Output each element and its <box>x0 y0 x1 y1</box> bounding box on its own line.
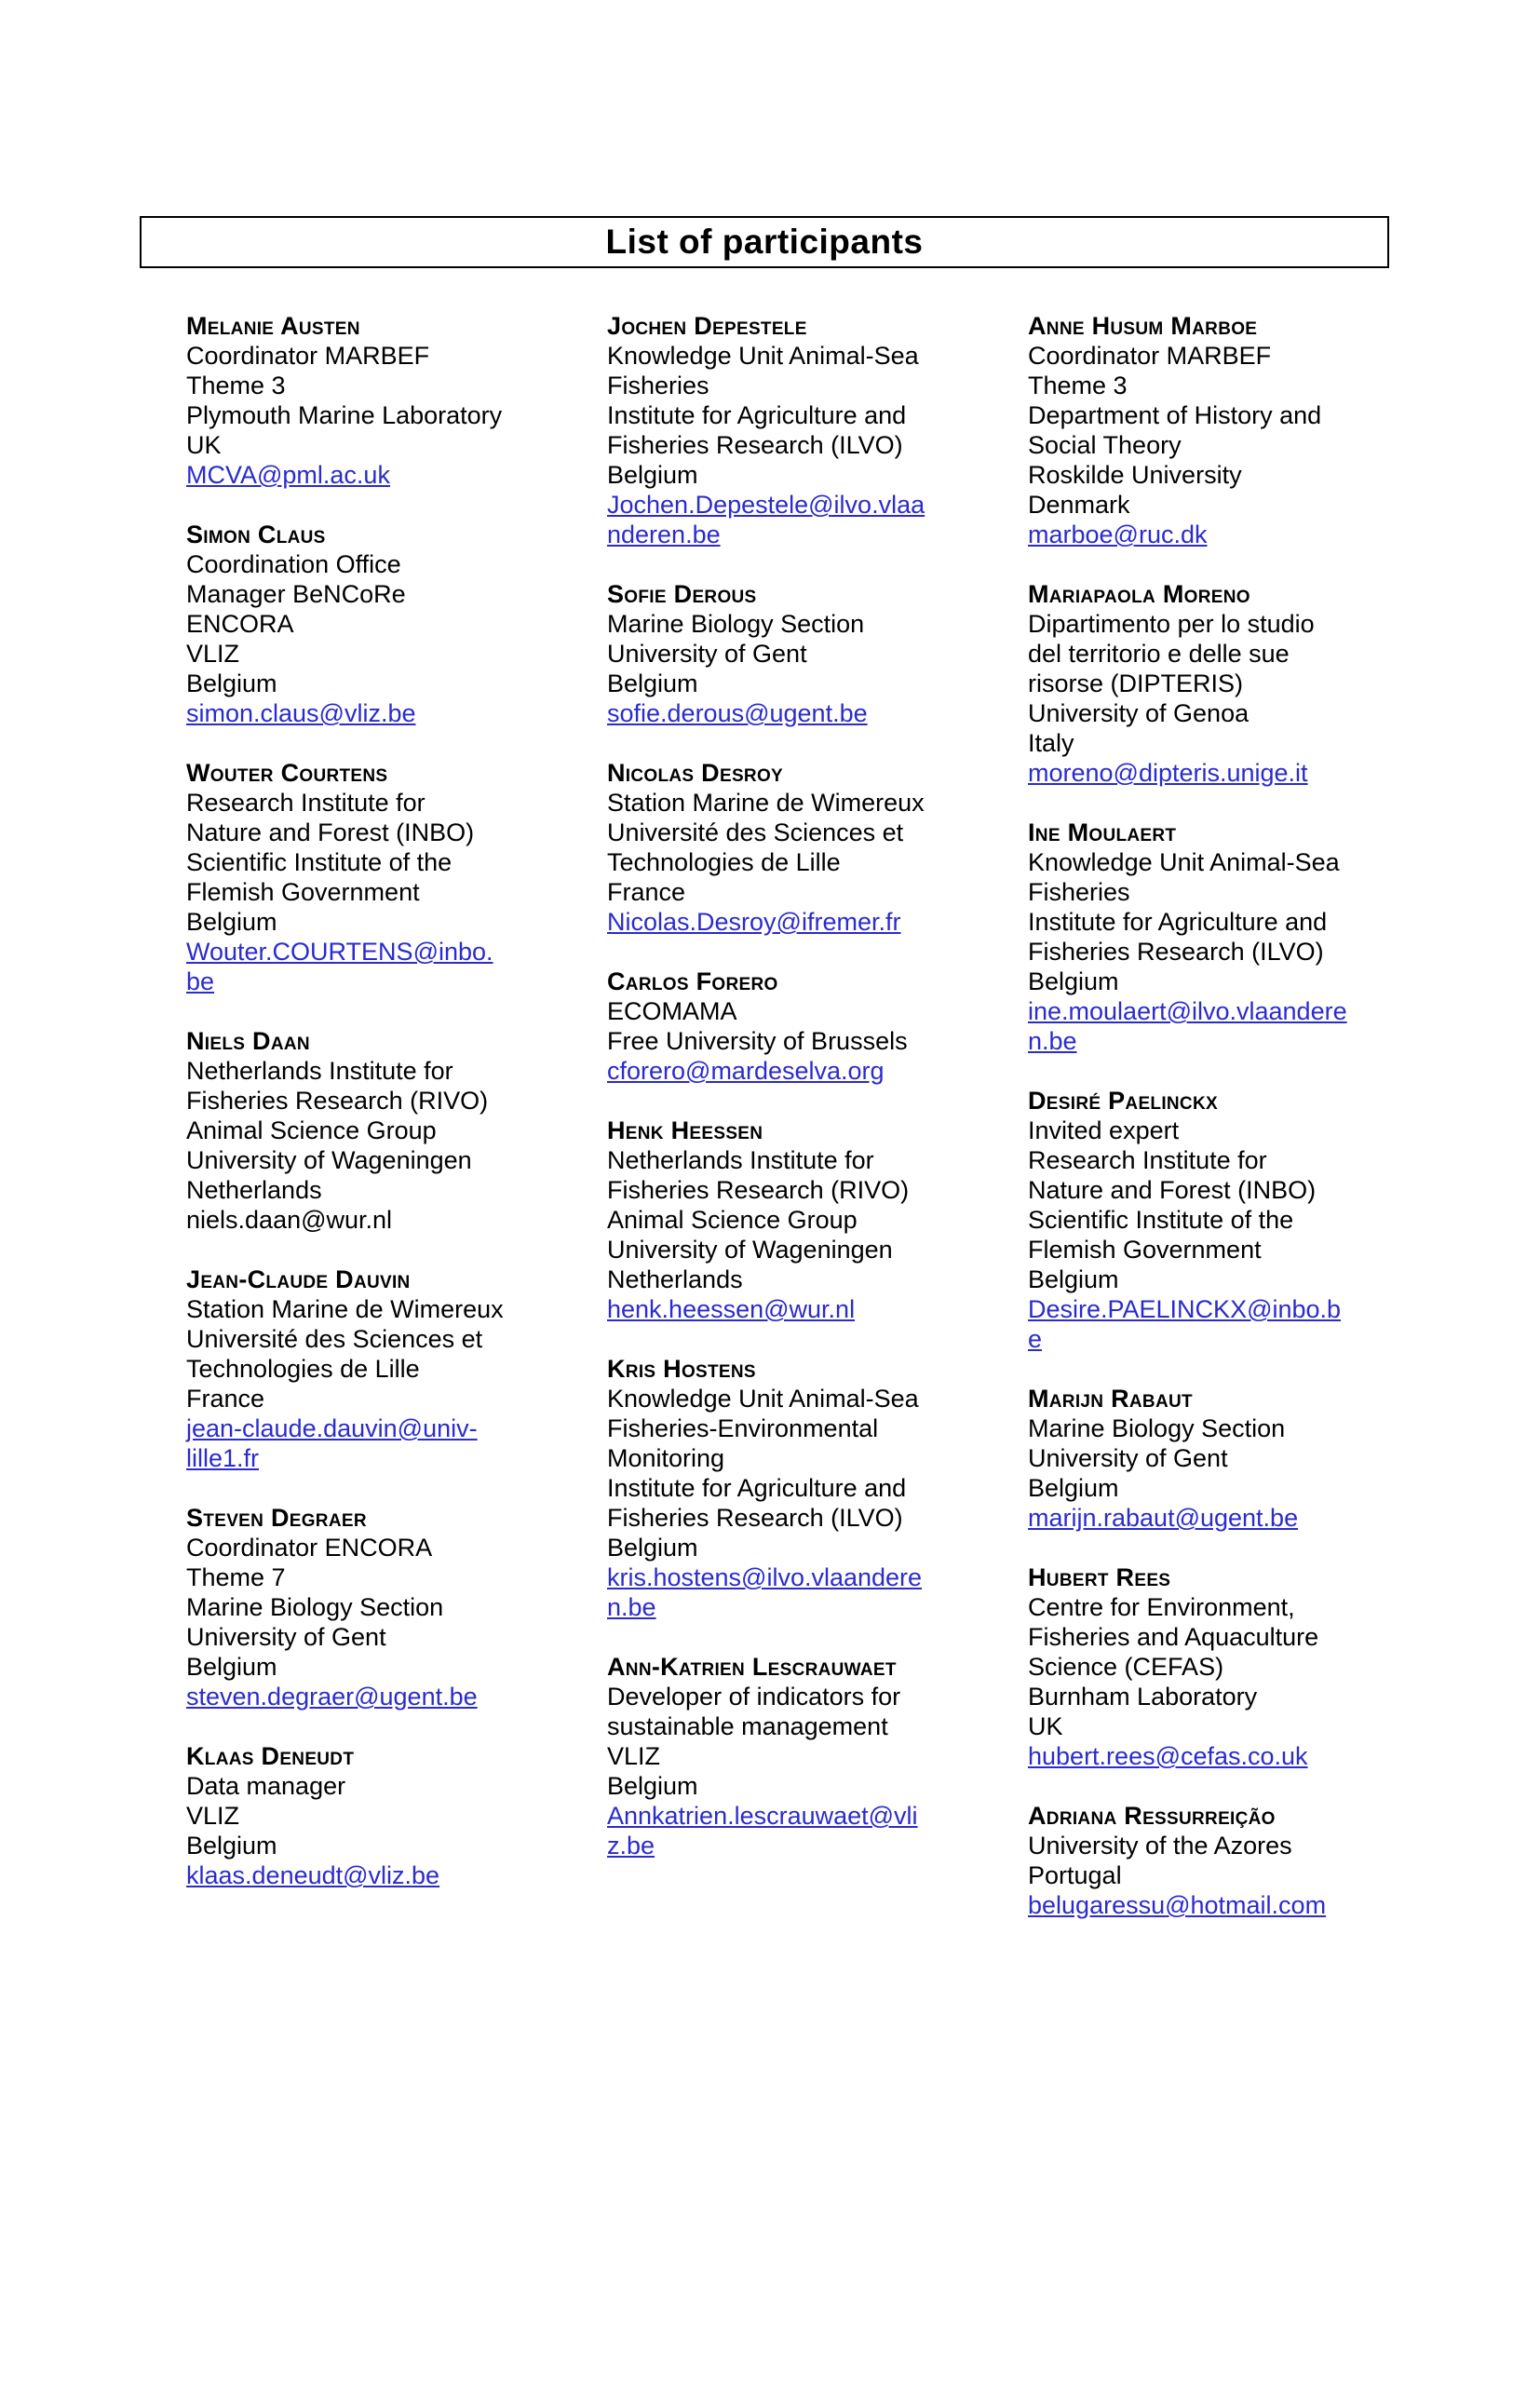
participant-affiliation-line: risorse (DIPTERIS) <box>1028 670 1244 697</box>
participant-name: Steven Degraer <box>186 1504 367 1532</box>
participant-entry <box>607 311 996 549</box>
participant-email-link[interactable]: lille1.fr <box>186 1444 260 1472</box>
participant-email-link[interactable]: moreno@dipteris.unige.it <box>1028 759 1308 787</box>
participant-affiliation-line: Coordinator MARBEF <box>186 342 430 370</box>
participant-entry <box>186 1265 575 1473</box>
participant-affiliation-line: University of Gent <box>1028 1444 1228 1472</box>
participant-entry <box>1028 579 1417 788</box>
participant-email-link[interactable]: simon.claus@vliz.be <box>186 699 416 727</box>
participant-affiliation-line: Fisheries Research (ILVO) <box>607 431 903 459</box>
participant-name: Klaas Deneudt <box>186 1742 355 1770</box>
participant-name: Henk Heessen <box>607 1116 763 1144</box>
participant-email-link[interactable]: sofie.derous@ugent.be <box>607 699 868 727</box>
participant-email-link[interactable]: cforero@mardeselva.org <box>607 1057 885 1085</box>
participant-affiliation-line: Fisheries-Environmental <box>607 1414 879 1442</box>
participant-affiliation-line: Flemish Government <box>186 878 420 906</box>
participant-name: Mariapaola Moreno <box>1028 580 1250 608</box>
participant-email-link[interactable]: e <box>1028 1325 1043 1353</box>
participant-entry <box>1028 818 1417 1056</box>
participant-affiliation-line: Free University of Brussels <box>607 1027 908 1055</box>
participant-affiliation-line: Fisheries <box>1028 878 1130 906</box>
participant-affiliation-line: Fisheries and Aquaculture <box>1028 1623 1319 1651</box>
participant-affiliation-line: Nature and Forest (INBO) <box>186 818 475 846</box>
participant-email-link[interactable]: Nicolas.Desroy@ifremer.fr <box>607 908 901 936</box>
participant-email-link[interactable]: ine.moulaert@ilvo.vlaandere <box>1028 997 1347 1025</box>
participant-affiliation-line: Marine Biology Section <box>1028 1414 1286 1442</box>
participant-name: Marijn Rabaut <box>1028 1385 1193 1413</box>
participant-affiliation-line: VLIZ <box>186 1802 240 1830</box>
participant-entry <box>186 311 575 490</box>
participant-affiliation-line: Manager BeNCoRe <box>186 580 406 608</box>
participant-affiliation-line: Research Institute for <box>1028 1146 1267 1174</box>
participant-entry <box>186 1026 575 1235</box>
participant-affiliation-line: Nature and Forest (INBO) <box>1028 1176 1317 1204</box>
participant-affiliation-line: Station Marine de Wimereux <box>186 1295 504 1323</box>
participant-affiliation-line: University of Wageningen <box>607 1236 893 1264</box>
participant-affiliation-line: Knowledge Unit Animal-Sea <box>607 1385 919 1413</box>
participant-email-link[interactable]: Wouter.COURTENS@inbo. <box>186 938 493 966</box>
participant-entry <box>186 758 575 996</box>
participant-affiliation-line: Marine Biology Section <box>186 1593 444 1621</box>
participant-affiliation-line: Technologies de Lille <box>607 848 841 876</box>
participant-affiliation-line: Data manager <box>186 1772 346 1800</box>
participant-email-link[interactable]: n.be <box>607 1593 656 1621</box>
participant-entry <box>186 520 575 728</box>
participant-email-link[interactable]: Jochen.Depestele@ilvo.vlaa <box>607 491 925 519</box>
participant-affiliation-line: Denmark <box>1028 491 1130 519</box>
participant-affiliation-line: del territorio e delle sue <box>1028 640 1290 668</box>
participants-column <box>607 311 996 1950</box>
participant-name: Adriana Ressurreição <box>1028 1802 1276 1830</box>
participant-email-link[interactable]: z.be <box>607 1832 655 1860</box>
participant-name: Jochen Depestele <box>607 312 807 340</box>
participant-email-link[interactable]: MCVA@pml.ac.uk <box>186 461 390 489</box>
participant-name: Anne Husum Marboe <box>1028 312 1258 340</box>
participant-email-link[interactable]: steven.degraer@ugent.be <box>186 1683 478 1711</box>
participant-name: Simon Claus <box>186 521 326 548</box>
participant-name: Ann-Katrien Lescrauwaet <box>607 1653 897 1681</box>
participant-email-text: niels.daan@wur.nl <box>186 1206 393 1234</box>
participant-name: Nicolas Desroy <box>607 759 783 787</box>
participant-name: Ine Moulaert <box>1028 818 1177 846</box>
participant-affiliation-line: Belgium <box>1028 967 1119 995</box>
participant-affiliation-line: Coordinator MARBEF <box>1028 342 1272 370</box>
participant-affiliation-line: Plymouth Marine Laboratory <box>186 401 503 429</box>
participant-entry <box>607 967 996 1086</box>
participant-email-link[interactable]: klaas.deneudt@vliz.be <box>186 1861 440 1889</box>
participant-affiliation-line: Université des Sciences et <box>186 1325 483 1353</box>
participant-affiliation-line: University of Gent <box>186 1623 386 1651</box>
participant-affiliation-line: Flemish Government <box>1028 1236 1262 1264</box>
participant-affiliation-line: Station Marine de Wimereux <box>607 789 925 817</box>
participant-email-link[interactable]: hubert.rees@cefas.co.uk <box>1028 1742 1308 1770</box>
participant-affiliation-line: UK <box>1028 1712 1063 1740</box>
participants-column <box>186 311 575 1950</box>
participant-affiliation-line: Burnham Laboratory <box>1028 1683 1258 1711</box>
participant-affiliation-line: Belgium <box>186 1653 277 1681</box>
participant-email-link[interactable]: Desire.PAELINCKX@inbo.b <box>1028 1295 1342 1323</box>
participant-affiliation-line: University of the Azores <box>1028 1832 1292 1860</box>
participant-email-link[interactable]: marboe@ruc.dk <box>1028 521 1208 548</box>
participant-name: Desiré Paelinckx <box>1028 1087 1218 1115</box>
participant-affiliation-line: Italy <box>1028 729 1074 757</box>
participant-affiliation-line: Belgium <box>607 1534 698 1562</box>
participant-name: Niels Daan <box>186 1027 310 1055</box>
page-title: List of participants <box>605 223 924 261</box>
participant-entry <box>607 758 996 937</box>
participant-affiliation-line: Scientific Institute of the <box>186 848 453 876</box>
participant-entry <box>1028 1801 1417 1920</box>
participant-affiliation-line: Animal Science Group <box>607 1206 858 1234</box>
participant-affiliation-line: Technologies de Lille <box>186 1355 420 1383</box>
participant-name: Carlos Forero <box>607 967 778 995</box>
participant-email-link[interactable]: jean-claude.dauvin@univ- <box>186 1414 478 1442</box>
participant-email-link[interactable]: be <box>186 967 215 995</box>
participant-affiliation-line: Theme 3 <box>186 372 286 399</box>
participant-affiliation-line: Portugal <box>1028 1861 1122 1889</box>
participant-affiliation-line: Social Theory <box>1028 431 1182 459</box>
participant-affiliation-line: Belgium <box>186 670 277 697</box>
participant-affiliation-line: ENCORA <box>186 610 294 638</box>
participant-email-link[interactable]: nderen.be <box>607 521 721 548</box>
participant-entry <box>607 1116 996 1324</box>
participant-entry <box>607 1652 996 1860</box>
participant-affiliation-line: Fisheries Research (ILVO) <box>607 1504 903 1532</box>
participant-affiliation-line: Belgium <box>1028 1474 1119 1502</box>
participant-name: Sofie Derous <box>607 580 757 608</box>
participant-email-link[interactable]: henk.heessen@wur.nl <box>607 1295 856 1323</box>
participant-affiliation-line: Roskilde University <box>1028 461 1242 489</box>
participant-affiliation-line: Knowledge Unit Animal-Sea <box>607 342 919 370</box>
participant-affiliation-line: Belgium <box>607 461 698 489</box>
participant-affiliation-line: University of Wageningen <box>186 1146 472 1174</box>
participant-affiliation-line: Belgium <box>607 1772 698 1800</box>
participant-affiliation-line: Netherlands Institute for <box>607 1146 874 1174</box>
title-box <box>140 216 1389 268</box>
participant-entry <box>1028 1384 1417 1533</box>
participant-affiliation-line: Institute for Agriculture and <box>607 1474 907 1502</box>
participant-affiliation-line: Department of History and <box>1028 401 1322 429</box>
participant-affiliation-line: Scientific Institute of the <box>1028 1206 1294 1234</box>
participant-affiliation-line: University of Genoa <box>1028 699 1250 727</box>
participant-affiliation-line: Netherlands Institute for <box>186 1057 453 1085</box>
participant-affiliation-line: Monitoring <box>607 1444 725 1472</box>
participant-affiliation-line: Invited expert <box>1028 1116 1180 1144</box>
participant-affiliation-line: Marine Biology Section <box>607 610 865 638</box>
participant-entry <box>186 1503 575 1711</box>
participant-affiliation-line: Coordinator ENCORA <box>186 1534 433 1562</box>
participant-affiliation-line: France <box>186 1385 265 1413</box>
participants-column <box>1028 311 1417 1950</box>
participant-name: Wouter Courtens <box>186 759 388 787</box>
participant-affiliation-line: UK <box>186 431 222 459</box>
participant-affiliation-line: Dipartimento per lo studio <box>1028 610 1315 638</box>
participant-email-link[interactable]: n.be <box>1028 1027 1077 1055</box>
participant-email-link[interactable]: belugaressu@hotmail.com <box>1028 1891 1327 1919</box>
participant-affiliation-line: Netherlands <box>186 1176 322 1204</box>
participant-affiliation-line: Netherlands <box>607 1265 743 1293</box>
participant-affiliation-line: France <box>607 878 686 906</box>
participant-affiliation-line: VLIZ <box>607 1742 661 1770</box>
participant-affiliation-line: sustainable management <box>607 1712 888 1740</box>
page <box>0 216 1540 2394</box>
participant-name: Melanie Austen <box>186 312 360 340</box>
participant-email-link[interactable]: kris.hostens@ilvo.vlaandere <box>607 1563 923 1591</box>
participant-affiliation-line: Fisheries <box>607 372 709 399</box>
participant-affiliation-line: Belgium <box>607 670 698 697</box>
participant-affiliation-line: Belgium <box>1028 1265 1119 1293</box>
participant-affiliation-line: Université des Sciences et <box>607 818 904 846</box>
participant-name: Hubert Rees <box>1028 1563 1171 1591</box>
participant-affiliation-line: Coordination Office <box>186 550 401 578</box>
participant-affiliation-line: University of Gent <box>607 640 807 668</box>
participant-affiliation-line: Fisheries Research (RIVO) <box>186 1087 489 1115</box>
participant-affiliation-line: Animal Science Group <box>186 1116 437 1144</box>
participant-email-link[interactable]: Annkatrien.lescrauwaet@vli <box>607 1802 918 1830</box>
participant-affiliation-line: Developer of indicators for <box>607 1683 901 1711</box>
participant-affiliation-line: Theme 3 <box>1028 372 1128 399</box>
participant-entry <box>186 1741 575 1890</box>
participant-affiliation-line: Centre for Environment, <box>1028 1593 1295 1621</box>
participant-affiliation-line: Institute for Agriculture and <box>607 401 907 429</box>
participant-name: Jean-Claude Dauvin <box>186 1265 411 1293</box>
participant-entry <box>1028 1562 1417 1771</box>
participant-entry <box>607 1354 996 1622</box>
participant-entry <box>607 579 996 728</box>
participants-columns <box>186 311 1540 1950</box>
participant-affiliation-line: Fisheries Research (RIVO) <box>607 1176 910 1204</box>
participant-affiliation-line: Fisheries Research (ILVO) <box>1028 938 1324 966</box>
participant-name: Kris Hostens <box>607 1355 756 1383</box>
participant-affiliation-line: Belgium <box>186 908 277 936</box>
participant-affiliation-line: Belgium <box>186 1832 277 1860</box>
participant-entry <box>1028 311 1417 549</box>
participant-affiliation-line: Science (CEFAS) <box>1028 1653 1224 1681</box>
participant-affiliation-line: Research Institute for <box>186 789 426 817</box>
participant-affiliation-line: Knowledge Unit Animal-Sea <box>1028 848 1340 876</box>
participant-affiliation-line: Institute for Agriculture and <box>1028 908 1328 936</box>
participant-affiliation-line: ECOMAMA <box>607 997 737 1025</box>
participant-email-link[interactable]: marijn.rabaut@ugent.be <box>1028 1504 1299 1532</box>
participant-affiliation-line: Theme 7 <box>186 1563 286 1591</box>
participant-affiliation-line: VLIZ <box>186 640 240 668</box>
participant-entry <box>1028 1086 1417 1354</box>
